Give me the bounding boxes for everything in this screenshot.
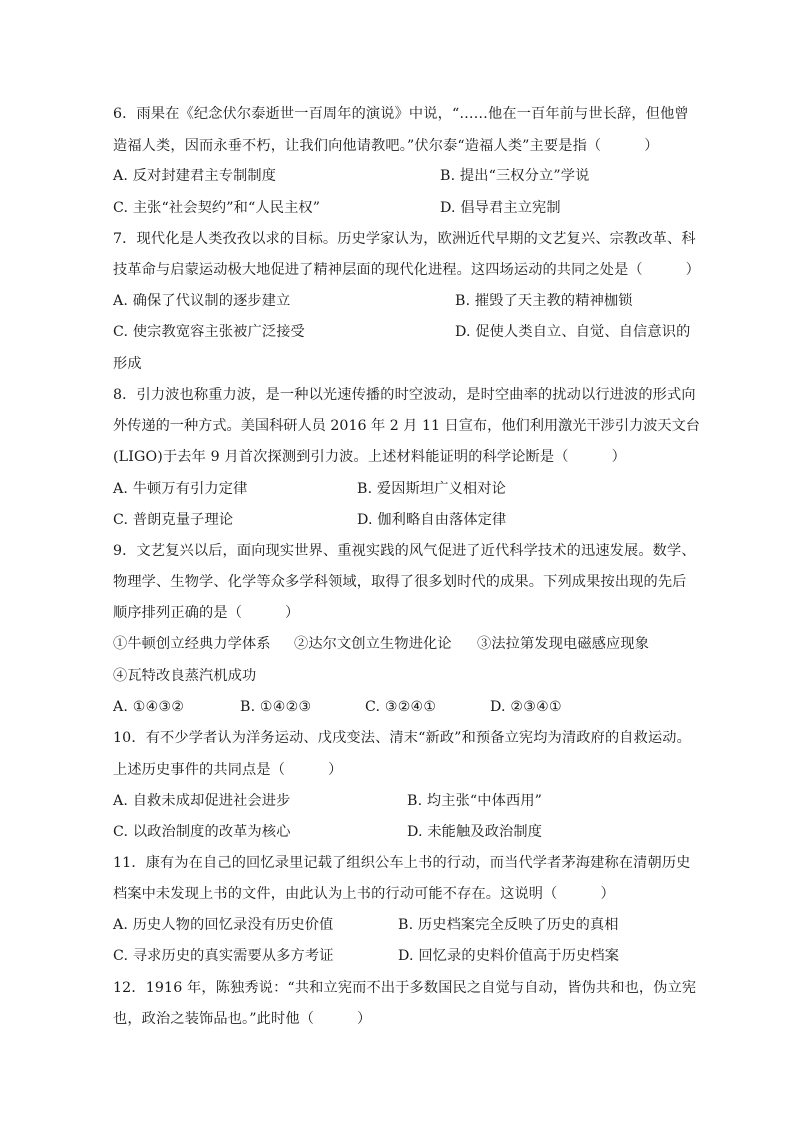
q10-option-a: A. 自救未成却促进社会进步 [113, 793, 291, 809]
q9-stem-line1: 9．文艺复兴以后，面向现实世界、重视实践的风气促进了近代科学技术的迅速发展。数学、 [113, 543, 696, 559]
q9-option-d: D. ②③④① [490, 699, 562, 715]
q9-item-2: ②达尔文创立生物进化论 [294, 636, 452, 652]
q11-stem-line2: 档案中未发现上书的文件，由此认为上书的行动可能不存在。这说明（ ） [113, 886, 615, 902]
q10-option-c: C. 以政治制度的改革为核心 [113, 824, 291, 840]
q11-option-a: A. 历史人物的回忆录没有历史价值 [113, 917, 334, 933]
q6-stem-line1: 6．雨果在《纪念伏尔泰逝世一百周年的演说》中说，“……他在一百年前与世长辞，但他曾 [113, 106, 689, 122]
q11-option-b: B. 历史档案完全反映了历史的真相 [398, 917, 619, 933]
q12-stem-line2: 也，政治之装饰品也。”此时他（ ） [113, 1011, 372, 1027]
q8-option-b: B. 爱因斯坦广义相对论 [357, 481, 506, 497]
q7-option-d: D. 促使人类自立、自觉、自信意识的 [455, 324, 691, 340]
q9-stem-line3: 顺序排列正确的是（ ） [113, 605, 300, 621]
q7-option-d-continued: 形成 [113, 356, 142, 372]
q7-stem-line1: 7．现代化是人类孜孜以求的目标。历史学家认为，欧洲近代早期的文艺复兴、宗教改革、科 [113, 231, 696, 247]
q8-option-d: D. 伽利略自由落体定律 [357, 512, 507, 528]
q9-stem-line2: 物理学、生物学、化学等众多学科领域，取得了很多划时代的成果。下列成果按出现的先后 [113, 574, 687, 590]
q6-option-d: D. 倡导君主立宪制 [440, 200, 561, 216]
q8-stem-line2: 外传递的一种方式。美国科研人员 2016 年 2 月 11 日宣布，他们利用激光干涉引力波天文台 [113, 418, 700, 434]
q7-option-c: C. 使宗教宽容主张被广泛接受 [113, 324, 305, 340]
q6-stem-line2: 造福人类，因而永垂不朽，让我们向他请教吧。”伏尔泰“造福人类”主要是指（ ） [113, 138, 659, 154]
q6-option-c: C. 主张“社会契约”和“人民主权” [113, 200, 321, 216]
q6-option-b: B. 提出“三权分立”学说 [440, 168, 590, 184]
q9-item-3: ③法拉第发现电磁感应现象 [477, 636, 650, 652]
q6-option-a: A. 反对封建君主专制制度 [113, 168, 277, 184]
q7-option-a: A. 确保了代议制的逐步建立 [113, 293, 291, 309]
q8-option-a: A. 牛顿万有引力定律 [113, 481, 248, 497]
q10-option-b: B. 均主张“中体西用” [407, 793, 543, 809]
q10-stem-line1: 10．有不少学者认为洋务运动、戊戌变法、清末“新政”和预备立宪均为清政府的自救运动。 [113, 730, 691, 746]
q8-stem-line1: 8．引力波也称重力波，是一种以光速传播的时空波动，是时空曲率的扰动以行进波的形式向 [113, 387, 696, 403]
q8-option-c: C. 普朗克量子理论 [113, 512, 234, 528]
q11-stem-line1: 11．康有为在自己的回忆录里记载了组织公车上书的行动，而当代学者茅海建称在清朝历史 [113, 855, 691, 871]
q8-stem-line3: (LIGO)于去年 9 月首次探测到引力波。上述材料能证明的科学论断是（ ） [113, 449, 626, 465]
q12-stem-line1: 12．1916 年，陈独秀说：“共和立宪而不出于多数国民之自觉与自动，皆伪共和也，伪立宪 [113, 980, 697, 996]
q9-option-c: C. ③②④① [365, 699, 437, 715]
q10-stem-line2: 上述历史事件的共同点是（ ） [113, 762, 343, 778]
q9-item-1: ①牛顿创立经典力学体系 [113, 636, 271, 652]
q10-option-d: D. 未能触及政治制度 [407, 824, 543, 840]
q11-option-d: D. 回忆录的史料价值高于历史档案 [398, 948, 620, 964]
q7-option-b: B. 摧毁了天主教的精神枷锁 [455, 293, 633, 309]
q7-stem-line2: 技革命与启蒙运动极大地促进了精神层面的现代化进程。这四场运动的共同之处是（ ） [113, 262, 700, 278]
q9-option-b: B. ①④②③ [240, 699, 312, 715]
q11-option-c: C. 寻求历史的真实需要从多方考证 [113, 948, 334, 964]
q9-item-4: ④瓦特改良蒸汽机成功 [113, 668, 257, 684]
q9-option-a: A. ①④③② [113, 699, 185, 715]
